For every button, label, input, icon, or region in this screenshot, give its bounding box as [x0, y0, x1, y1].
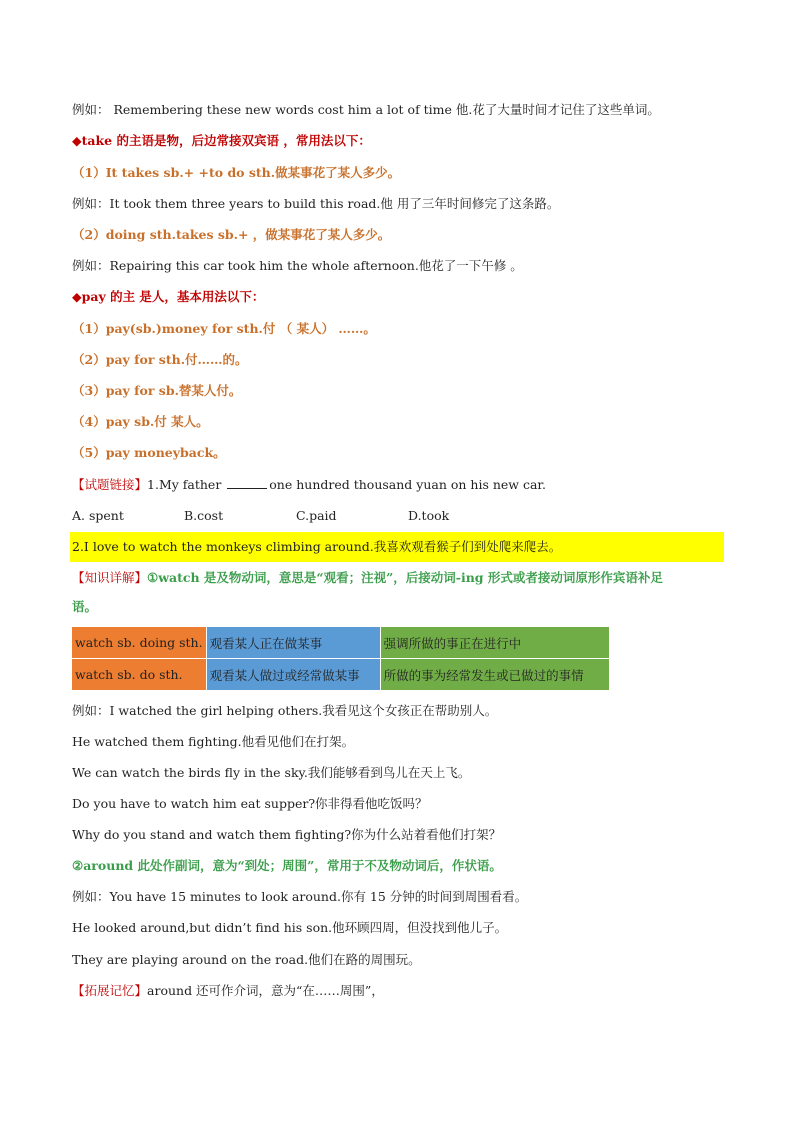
knowledge-heading	[72, 569, 732, 587]
extension-tag: 【拓展记忆】	[72, 983, 148, 998]
usage-line: （5）pay moneyback。	[72, 445, 226, 460]
example-line: They are playing around on the road.他们在路的周围玩。	[72, 952, 421, 967]
table-cell: 观看某人正在做某事	[206, 627, 380, 659]
example-line: 例如：You have 15 minutes to look around.你有 15 分钟的时间到周围看看。	[72, 889, 528, 904]
question-text: one hundred thousand yuan on his new car.	[269, 477, 546, 492]
example-line: Do you have to watch him eat supper?你非得看他吃饭吗？	[72, 796, 428, 811]
knowledge-tag: 【知识详解】	[72, 570, 148, 585]
comparison-table	[71, 626, 610, 691]
table-cell: 观看某人做过或经常做某事	[206, 659, 380, 691]
usage-line: （1）pay(sb.)money for sth.付 （ 某人） ……。	[72, 321, 376, 336]
exercise-question	[72, 476, 732, 494]
usage-line: （4）pay sb.付 某人。	[72, 414, 209, 429]
option-b: B.cost	[184, 508, 224, 523]
example-line: He watched them fighting.他看见他们在打架。	[72, 734, 355, 749]
table-row	[72, 659, 610, 691]
example-line: Why do you stand and watch them fighting?你为什么站着看他们打架？	[72, 827, 502, 842]
option-a: A. spent	[72, 508, 124, 523]
extension-note	[72, 982, 732, 1000]
table-row	[72, 627, 610, 659]
question-text: 1.My father	[147, 477, 226, 492]
diamond-icon: ◆	[72, 133, 82, 148]
option-c: C.paid	[296, 508, 337, 523]
option-d: D.took	[408, 508, 450, 523]
heading-text: pay 的主 是人，基本用法以下：	[81, 289, 265, 304]
example-line: 例如：I watched the girl helping others.我看见这个女孩正在帮助别人。	[72, 703, 498, 718]
example-line: 例如：It took them three years to build this road.他 用了三年时间修完了这条路。	[72, 196, 560, 211]
diamond-icon: ◆	[72, 289, 82, 304]
section-heading-take	[72, 132, 732, 150]
table-cell: watch sb. doing sth.	[72, 627, 207, 659]
usage-line: （2）pay for sth.付……的。	[72, 352, 248, 367]
usage-line: （2）doing sth.takes sb.+ ，做某事花了某人多少。	[72, 227, 391, 242]
knowledge-text: ①watch 是及物动词，意思是“观看；注视”，后接动词-ing 形式或者接动词原形作宾语补足	[147, 570, 663, 585]
knowledge-text-cont: 语。	[72, 599, 98, 614]
example-line: We can watch the birds fly in the sky.我们能够看到鸟儿在天上飞。	[72, 765, 471, 780]
exercise-tag: 【试题链接】	[72, 477, 148, 492]
key-sentence: 2.I love to watch the monkeys climbing around.我喜欢观看猴子们到处爬来爬去。	[72, 539, 562, 554]
example-line: 例如：Repairing this car took him the whole afternoon.他花了一下午修 。	[72, 258, 523, 273]
usage-line: （1）It takes sb.+ +to do sth.做某事花了某人多少。	[72, 165, 401, 180]
around-note: ②around 此处作副词，意为“到处；周围”，常用于不及物动词后，作状语。	[72, 858, 502, 873]
extension-text: around 还可作介词，意为“在……周围”，	[147, 983, 384, 998]
example-prefix: 例如：	[72, 102, 110, 117]
table-cell: watch sb. do sth.	[72, 659, 207, 691]
table-cell: 所做的事为经常发生或已做过的事情	[380, 659, 609, 691]
example-line	[72, 101, 732, 119]
section-heading-pay	[72, 288, 732, 306]
example-text: Remembering these new words cost him a lot of time 他.花了大量时间才记住了这些单词。	[113, 102, 660, 117]
answer-blank	[227, 476, 267, 489]
table-cell: 强调所做的事正在进行中	[380, 627, 609, 659]
example-line: He looked around,but didn’t find his son.他环顾四周，但没找到他儿子。	[72, 920, 508, 935]
usage-line: （3）pay for sb.替某人付。	[72, 383, 242, 398]
heading-text: take 的主语是物，后边常接双宾语 ，常用法以下：	[81, 133, 371, 148]
